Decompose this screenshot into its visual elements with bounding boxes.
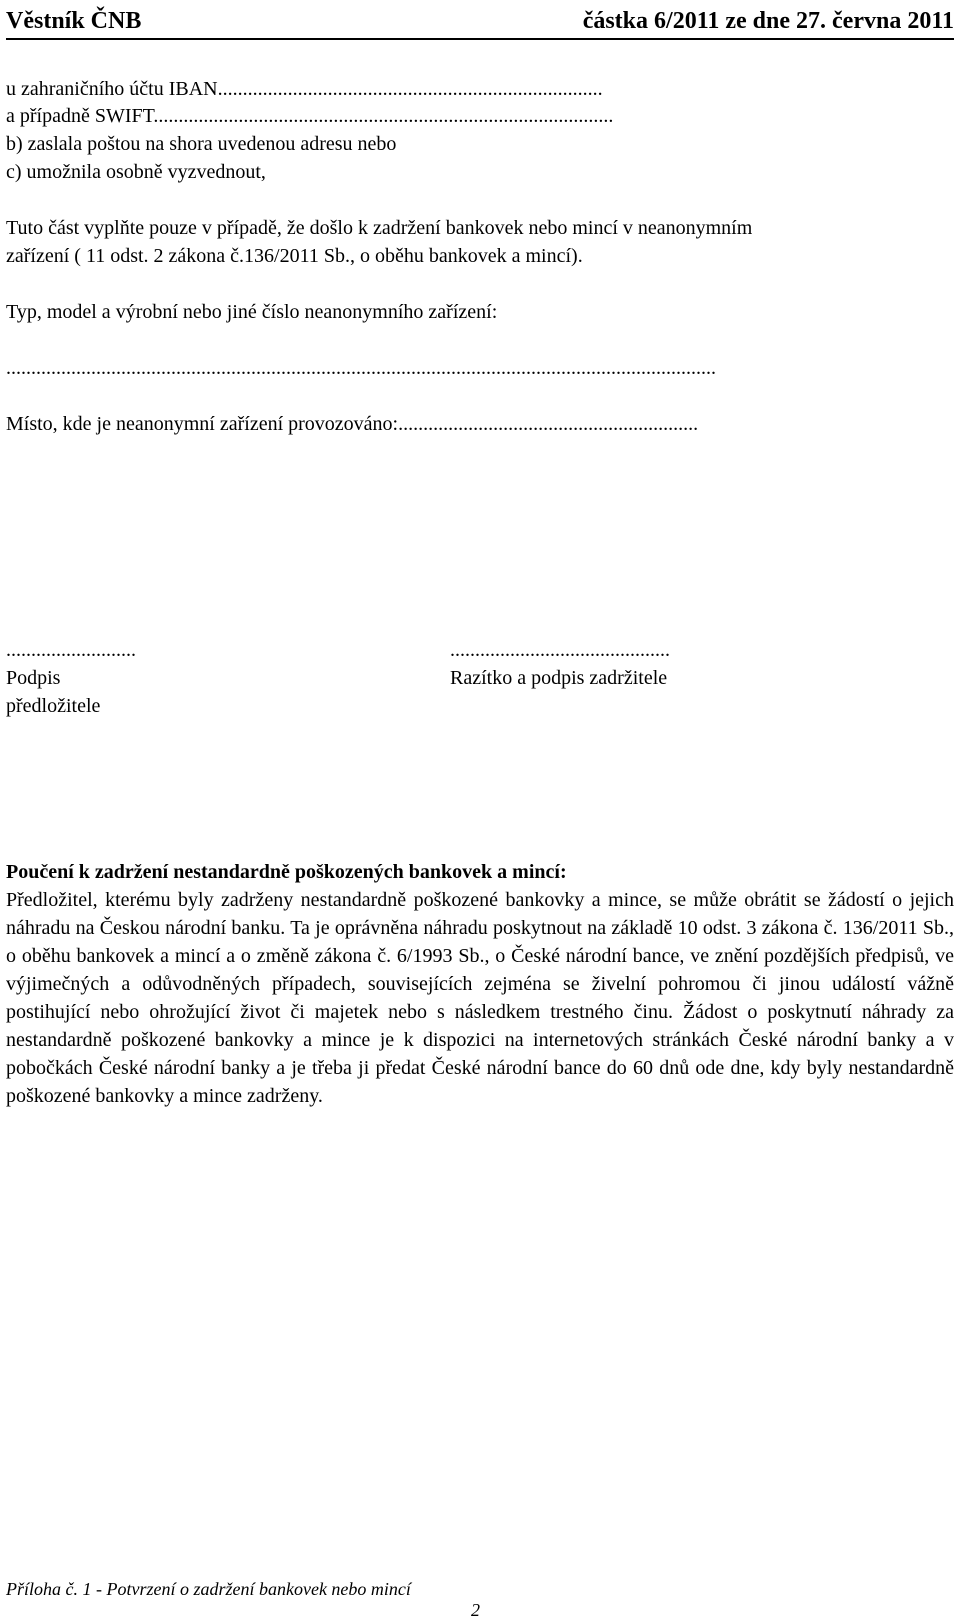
intro-line-1: Tuto část vyplňte pouze v případě, že došlo k zadržení bankovek nebo mincí v neanonymním xyxy=(6,217,753,239)
footer-caption: Příloha č. 1 - Potvrzení o zadržení bankovek nebo mincí xyxy=(6,1579,411,1599)
notice-title: Poučení k zadržení nestandardně poškozených bankovek a mincí: xyxy=(6,861,567,883)
signature-left-dots: .......................... xyxy=(6,639,136,661)
page-header xyxy=(6,4,954,40)
device-type-dots: .............................................................................................................................................. xyxy=(6,357,716,379)
notice-section xyxy=(6,858,954,1110)
signature-right-dots: ............................................ xyxy=(450,639,670,661)
option-c: c) umožnila osobně vyzvednout, xyxy=(6,161,266,183)
page-number: 2 xyxy=(471,1600,480,1620)
swift-line: a případně SWIFT............................................................................................ xyxy=(6,105,614,127)
issue-date: částka 6/2011 ze dne 27. června 2011 xyxy=(582,8,954,34)
signature-left-label-2: předložitele xyxy=(6,695,101,717)
device-type-label: Typ, model a výrobní nebo jiné číslo neanonymního zařízení: xyxy=(6,301,498,323)
intro-line-2: zařízení ( 11 odst. 2 zákona č.136/2011 Sb., o oběhu bankovek a mincí). xyxy=(6,245,583,267)
signature-right-label: Razítko a podpis zadržitele xyxy=(450,667,668,689)
device-place-label: Místo, kde je neanonymní zařízení provozováno:............................................................ xyxy=(6,413,699,435)
journal-title: Věstník ČNB xyxy=(6,8,142,34)
iban-line: u zahraničního účtu IBAN............................................................................. xyxy=(6,78,603,100)
notice-text: Předložitel, kterému byly zadrženy nestandardně poškozené bankovky a mince, se může obrátit se žádostí o jejich náhradu na Českou národní banku. Ta je oprávněna náhradu poskytnout na základě 10 odst. 3 zákona č. 136/2011 Sb., o oběhu bankovek a mincí a o změně zákona č. 6/1993 Sb., o České národní bance, ve znění pozdějších předpisů, ve výjimečných a odůvodněných případech, souvisejících zejména se živelní pohromou či jinou událostí vážně postihující nebo ohrožující život či majetek nebo s následkem trestného činu. Žádost o poskytnutí náhrady za nestandardně poškozené bankovky a mince je k dispozici na internetových stránkách České národní banky a v pobočkách České národní banky a je třeba ji předat České národní bance do 60 dnů ode dne, kdy byly nestandardně poškozené bankovky a mince zadrženy. xyxy=(6,889,954,1107)
signature-left-label-1: Podpis xyxy=(6,667,61,689)
option-b: b) zaslala poštou na shora uvedenou adresu nebo xyxy=(6,133,397,155)
